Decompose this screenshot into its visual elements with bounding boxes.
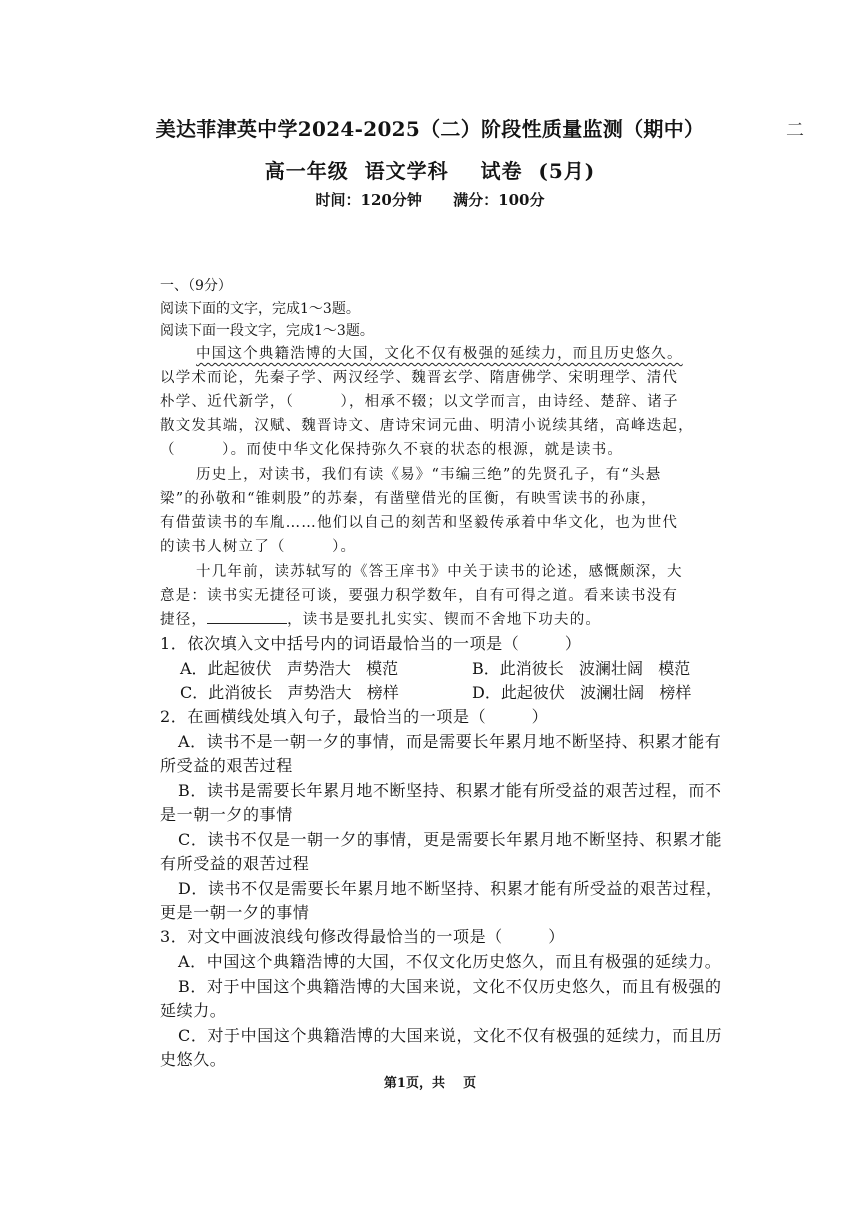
question-3-option-b-cont: 延续力。 — [160, 1001, 227, 1020]
passage-line: 散文发其端，汉赋、魏晋诗文、唐诗宋词元曲、明清小说续其绪，高峰迭起， — [160, 418, 694, 434]
answer-blank-line[interactable] — [207, 611, 287, 624]
instruction-1: 阅读下面的文字，完成1～3题。 — [160, 301, 360, 317]
question-3-option-b[interactable]: B．对于中国这个典籍浩博的大国来说，文化不仅历史悠久，而且有极强的 — [178, 977, 722, 996]
margin-mark: 二 — [786, 120, 804, 141]
question-2-option-b[interactable]: B．读书是需要长年累月地不断坚持、积累才能有所受益的艰苦过程，而不 — [178, 781, 722, 800]
question-2-option-a[interactable]: A．读书不是一朝一夕的事情，而是需要长年累月地不断坚持、积累才能有 — [178, 732, 722, 751]
exam-subtitle: 高一年级 语文学科 试卷 (5月) — [264, 159, 596, 183]
question-2-option-d[interactable]: D．读书不仅是需要长年累月地不断坚持、积累才能有所受益的艰苦过程， — [178, 879, 723, 898]
passage-line-with-blank — [160, 608, 601, 629]
question-1-option-a[interactable]: A．此起彼伏 声势浩大 模范 — [180, 659, 399, 678]
question-3-option-c[interactable]: C．对于中国这个典籍浩博的大国来说，文化不仅有极强的延续力，而且历 — [178, 1026, 723, 1045]
page-footer: 第1页，共 页 — [383, 1076, 477, 1091]
question-3-option-c-cont: 史悠久。 — [160, 1050, 227, 1069]
passage-line: 梁”的孙敬和“锥刺股”的苏秦，有凿壁借光的匡衡，有映雪读书的孙康， — [160, 491, 657, 507]
passage-line: 意是：读书实无捷径可谈，要强力积学数年，自有可得之道。看来读书没有 — [160, 588, 679, 604]
passage-line: 历史上，对读书，我们有读《易》“韦编三绝”的先贤孔子，有“头悬 — [196, 467, 662, 483]
question-1-stem: 1．依次填入文中括号内的词语最恰当的一项是（ ） — [160, 634, 582, 653]
question-2-option-d-cont: 更是一朝一夕的事情 — [160, 903, 310, 922]
passage-line: 十几年前，读苏轼写的《答王庠书》中关于读书的论述，感慨颇深，大 — [196, 564, 683, 580]
question-3-option-a[interactable]: A．中国这个典籍浩博的大国，不仅文化历史悠久，而且有极强的延续力。 — [178, 952, 722, 971]
question-2-stem: 2．在画横线处填入句子，最恰当的一项是（ ） — [160, 707, 549, 726]
passage-line: 有借萤读书的车胤……他们以自己的刻苦和坚毅传承着中华文化，也为世代 — [160, 515, 679, 531]
question-2-option-c-cont: 有所受益的艰苦过程 — [160, 854, 310, 873]
question-1-option-b[interactable]: B．此消彼长 波澜壮阔 模范 — [472, 659, 691, 678]
passage-text: ，读书是要扎扎实实、锲而不舍地下功夫的。 — [287, 612, 602, 628]
question-3-stem: 3．对文中画波浪线句修改得最恰当的一项是（ ） — [160, 927, 565, 946]
passage-line: 朴学、近代新学，（ ），相承不辍；以文学而言，由诗经、楚辞、诸子 — [160, 394, 679, 410]
passage-wavy-sentence — [196, 342, 683, 363]
wavy-underlined-text: 中国这个典籍浩博的大国，文化不仅有极强的延续力，而且历史悠久。 — [196, 346, 683, 362]
passage-line: 以学术而论，先秦子学、两汉经学、魏晋玄学、隋唐佛学、宋明理学、清代 — [160, 370, 679, 386]
instruction-2: 阅读下面一段文字，完成1～3题。 — [160, 323, 374, 339]
question-1-option-d[interactable]: D．此起彼伏 波澜壮阔 榜样 — [472, 683, 692, 702]
question-2-option-a-cont: 所受益的艰苦过程 — [160, 756, 293, 775]
exam-title: 美达菲津英中学2024-2025（二）阶段性质量监测（期中） — [155, 117, 705, 141]
question-2-option-c[interactable]: C．读书不仅是一朝一夕的事情，更是需要长年累月地不断坚持、积累才能 — [178, 830, 723, 849]
passage-line: （ ）。而使中华文化保持弥久不衰的状态的根源，就是读书。 — [160, 442, 624, 458]
passage-text: 捷径， — [160, 612, 208, 628]
question-2-option-b-cont: 是一朝一夕的事情 — [160, 805, 293, 824]
question-1-option-c[interactable]: C．此消彼长 声势浩大 榜样 — [180, 683, 399, 702]
section-heading: 一、（9分） — [160, 278, 232, 294]
passage-line: 的读书人树立了（ ）。 — [160, 539, 357, 555]
time-and-score: 时间：120分钟 满分：100分 — [315, 191, 545, 209]
